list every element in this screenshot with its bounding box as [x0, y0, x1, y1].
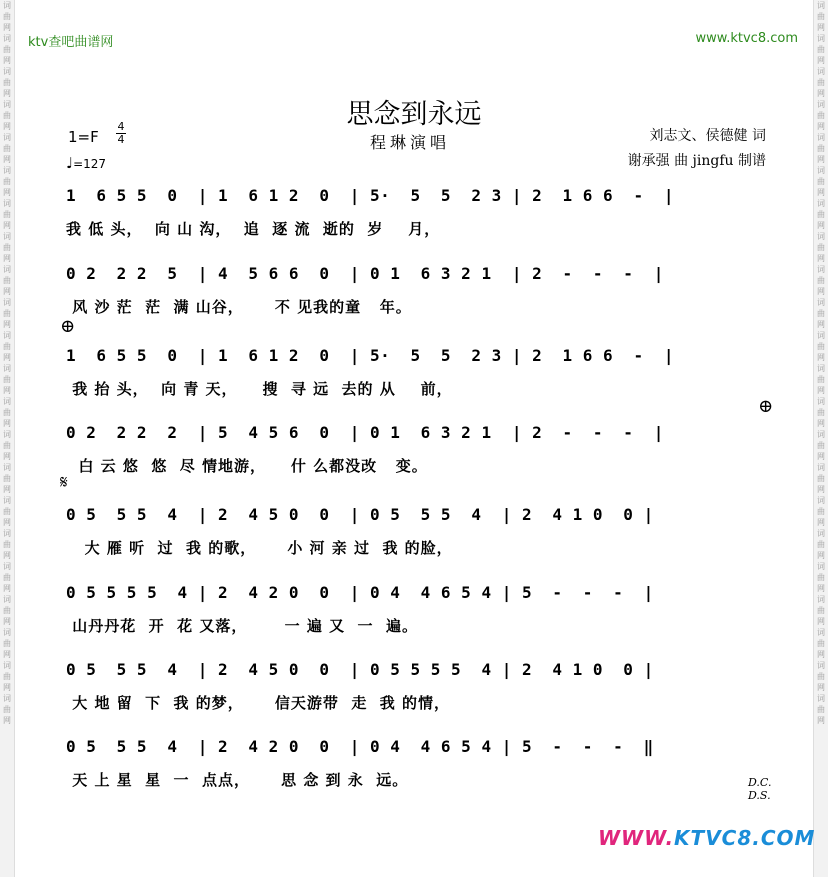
notation-line: 1 6 5 5 0 | 1 6 1 2 0 | 5· 5 5 2 3 | 2 1 6 6 - | — [66, 186, 674, 205]
lyric-line: 天 上 星 星 一 点点， 思 念 到 永 远。 — [66, 771, 409, 789]
singer: 程琳演唱 — [370, 133, 451, 152]
logo-prefix: WWW. — [598, 826, 675, 850]
notation-line: 0 2 2 2 2 | 5 4 5 6 0 | 0 1 6 3 2 1 | 2 - - - | — [66, 423, 664, 442]
right-watermark-strip: 词 曲 网 词 曲 网 词 曲 网 词 曲 网 词 曲 网 词 曲 网 词 曲 网 词 曲 网 词 曲 网 词 曲 网 词 曲 网 词 曲 网 词 曲 网 词 曲 网 词 曲 网 词 曲 网 词 曲 网 词 曲 网 词 曲 网 词 曲 网 词 曲 网 词 曲 网 — [813, 0, 828, 877]
segno-mark: 𝄋 — [60, 472, 68, 493]
site-name-left[interactable]: ktv查吧曲谱网 — [28, 35, 114, 50]
lyric-line: 风 沙 茫 茫 满 山谷， 不 见我的童 年。 — [66, 298, 412, 316]
song-title: 思念到永远 — [346, 99, 482, 130]
lyric-line: 大 地 留 下 我 的梦， 信天游带 走 我 的情， — [66, 694, 451, 712]
notation-line: 0 5 5 5 5 4 | 2 4 2 0 0 | 0 4 4 6 5 4 | 5 - - - | — [66, 583, 654, 602]
time-sig-top: 4 — [117, 120, 125, 133]
coda-mark-1: ⊕ — [60, 316, 76, 337]
notation-line: 0 5 5 5 4 | 2 4 5 0 0 | 0 5 5 5 4 | 2 4 1 0 0 | — [66, 505, 654, 524]
lyric-line: 白 云 悠 悠 尽 情地游， 什 么都没改 变。 — [66, 457, 428, 475]
notation-line: 0 5 5 5 4 | 2 4 2 0 0 | 0 4 4 6 5 4 | 5 - - - ‖ — [66, 737, 654, 756]
time-sig-bottom: 4 — [117, 133, 125, 146]
lyric-line: 我 低 头， 向 山 沟， 追 逐 流 逝的 岁 月， — [66, 220, 441, 238]
quarter-note-icon: ♩ — [66, 154, 74, 172]
repeat-directions — [748, 776, 771, 802]
bottom-logo — [598, 826, 815, 850]
dc-mark: D.C. — [748, 776, 772, 789]
lyric-line: 我 抬 头， 向 青 天， 搜 寻 远 去的 从 前， — [66, 380, 453, 398]
notation-line: 0 2 2 2 5 | 4 5 6 6 0 | 0 1 6 3 2 1 | 2 - - - | — [66, 264, 664, 283]
site-url-right[interactable]: www.ktvc8.com — [695, 31, 798, 46]
time-signature — [116, 121, 126, 146]
key-signature: 1=F — [68, 128, 99, 146]
coda-mark-2: ⊕ — [758, 396, 774, 417]
ds-mark: D.S. — [748, 789, 771, 802]
notation-line: 1 6 5 5 0 | 1 6 1 2 0 | 5· 5 5 2 3 | 2 1 6 6 - | — [66, 346, 674, 365]
tempo-value: =127 — [73, 157, 107, 171]
logo-brand: KTVC8.COM — [674, 826, 816, 850]
tempo-marking — [66, 154, 106, 172]
lyricist-credit: 刘志文、侯德健 词 — [649, 128, 766, 144]
credits — [628, 124, 766, 174]
left-watermark-strip: 词 曲 网 词 曲 网 词 曲 网 词 曲 网 词 曲 网 词 曲 网 词 曲 网 词 曲 网 词 曲 网 词 曲 网 词 曲 网 词 曲 网 词 曲 网 词 曲 网 词 曲 网 词 曲 网 词 曲 网 词 曲 网 词 曲 网 词 曲 网 词 曲 网 词 曲 网 — [0, 0, 15, 877]
lyric-line: 山丹丹花 开 花 又落， 一 遍 又 一 遍。 — [66, 617, 419, 635]
composer-credit: 谢承强 曲 jingfu 制谱 — [627, 153, 766, 169]
notation-line: 0 5 5 5 4 | 2 4 5 0 0 | 0 5 5 5 5 4 | 2 4 1 0 0 | — [66, 660, 654, 679]
lyric-line: 大 雁 听 过 我 的歌， 小 河 亲 过 我 的脸， — [66, 539, 453, 557]
